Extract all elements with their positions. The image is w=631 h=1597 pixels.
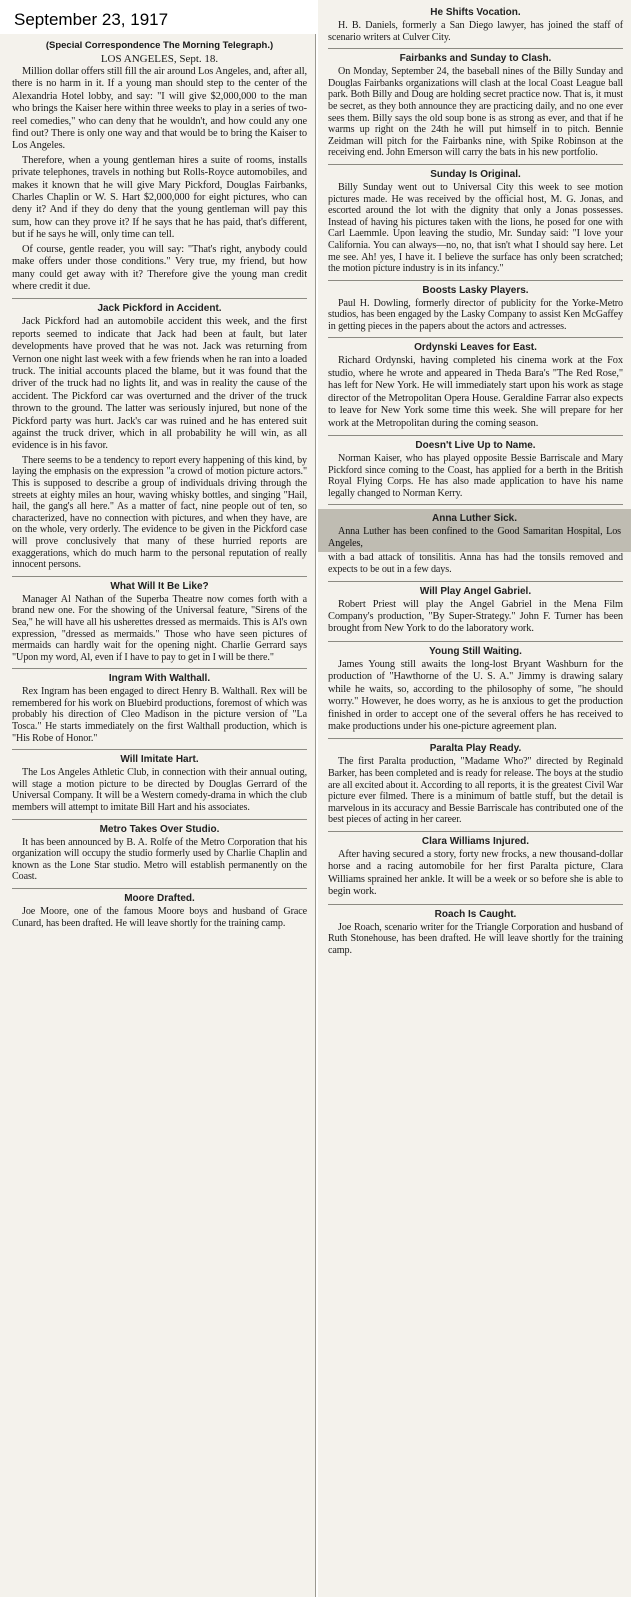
headline-clara-williams: Clara Williams Injured. xyxy=(421,835,530,847)
ordynski-paragraph: Richard Ordynski, having completed his cinema work at the Fox studio, where he wrote and appeared in Theda Bara's "The Red Rose," has left for New York. He will immediately start upon his work as stage director of the Metropolitan Opera House. Geraldine Farrar also expects to leave for New York some time this week. She will prepare for her work at the Metropolitan during the coming season. xyxy=(328,355,623,429)
roach-paragraph: Joe Roach, scenario writer for the Triangle Corporation and husband of Ruth Stonehouse, has been drafted. He will leave shortly for the training camp. xyxy=(328,921,623,956)
article-sunday-original xyxy=(328,169,623,281)
hart-paragraph: The Los Angeles Athletic Club, in connection with their annual outing, will stage a motion picture to be directed by Douglas Gerrard of the Universal Company. It will be a Western comedy-drama in which the club members will attempt to imitate Bill Hart and his associates. xyxy=(12,767,307,814)
article-ingram xyxy=(12,673,307,750)
article-what-will-it-be xyxy=(12,581,307,670)
article-kaiser xyxy=(328,440,623,505)
headline-sunday-original: Sunday Is Original. xyxy=(430,168,521,180)
headline-moore: Moore Drafted. xyxy=(124,893,195,904)
article-metro xyxy=(12,824,307,889)
headline-ingram: Ingram With Walthall. xyxy=(108,673,211,685)
moore-paragraph: Joe Moore, one of the famous Moore boys and husband of Grace Cunard, has been drafted. He will leave shortly for the training camp. xyxy=(12,906,307,929)
headline-metro: Metro Takes Over Studio. xyxy=(99,823,220,835)
metro-paragraph: It has been announced by B. A. Rolfe of the Metro Corporation that his organization will occupy the studio formerly used by Charlie Chaplin and known as the Lone Star studio. Metro will establish permanently on the Coast. xyxy=(12,836,307,883)
shifts-paragraph: H. B. Daniels, formerly a San Diego lawyer, has joined the staff of scenario writers at Culver City. xyxy=(328,20,623,43)
ingram-paragraph: Rex Ingram has been engaged to direct Henry B. Walthall. Rex will be remembered for his work on Bluebird productions, foremost of which was probably his direction of Cleo Madison in the picture version of "La Tosca." He starts immediately on the first Walthall production, which is "His Robe of Honor." xyxy=(12,686,307,744)
article-ordynski xyxy=(328,342,623,435)
right-column xyxy=(318,0,631,1597)
article-lasky xyxy=(328,285,623,339)
lead-paragraph-3: Of course, gentle reader, you will say: "That's right, anybody could make offers under those conditions." Very true, my friend, but how many could get away with it? Therefore give the young man credit where credit it due. xyxy=(12,243,307,292)
date-label: September 23, 1917 xyxy=(0,0,316,34)
what-paragraph: Manager Al Nathan of the Superba Theatre now comes forth with a brand new one. For the showing of the Universal feature, "Sirens of the Sea," he will have all his usherettes dressed as mermaids. This is Al's own expression, "dressed as mermaids." Those who have seen pictures of mermaids can hardly wait for the opening night. Charlie Gerrard says "Upon my word, Al, even if I have to pay to get in I will be there." xyxy=(12,593,307,663)
lead-paragraph-2: Therefore, when a young gentleman hires a suite of rooms, installs private telephones, travels in nothing but Rolls-Royce automobiles, and makes it known that he will give Mary Pickford, Douglas Fairbanks, Charles Chaplin or W. S. Hart $2,000,000 for eight pictures, who can deny it? And if they do deny that the young gentleman will pay this sum, how can they prove it? If he says that he has paid, that's different, but if he says he will, only time can tell. xyxy=(12,154,307,241)
headline-angel-gabriel: Will Play Angel Gabriel. xyxy=(419,585,532,597)
jack-paragraph-1: Jack Pickford had an automobile accident this week, and the first reports seemed to indicate that Jack had been at fault, but later developments have proved that he was not. Jack was returning from Vernon one night last week with a few friends when he ran into a loaded truck. The initial accounts placed the blame, but it was found that the driver of the truck had no lights lit, and was in reality the cause of the accident. The Pickford car was overturned and the driver of the truck thrown to the ground. The latter was seriously injured, but none of the Pickford party was hurt. Jack's car was ruined and he has entered suit against the truck driver, which in all probability he will win, as all evidence is in his favor. xyxy=(12,316,307,452)
dateline: LOS ANGELES, Sept. 18. xyxy=(100,53,219,65)
headline-anna-luther: Anna Luther Sick. xyxy=(431,513,517,525)
luther-paragraph-2: with a bad attack of tonsilitis. Anna has had the tonsils removed and expects to be out in a few days. xyxy=(328,552,623,576)
sunday-paragraph: Billy Sunday went out to Universal City this week to see motion pictures made. He was received by the official host, M. G. Jonas, and escorted around the lot with the dignity that only a Jonas possesses. Instead of having his pictures taken with the lions, he posed for one with Carl Laemmle. Upon leaving the studio, Mr. Sunday said: "I love your California. You can always—no, no, that isn't what I should say here. Let me see. Ah! yes, I have it. I believe the surface has only been scratched; the motion picture industry is in its infancy." xyxy=(328,181,623,275)
article-jack-pickford xyxy=(12,303,307,576)
gabriel-paragraph: Robert Priest will play the Angel Gabriel in the Mena Film Company's production, "By Super-Strategy." John F. Turner has been brought from New York to do the laboratory work. xyxy=(328,598,623,635)
headline-shifts-vocation: He Shifts Vocation. xyxy=(430,7,521,18)
article-moore xyxy=(12,893,307,934)
paralta-paragraph: The first Paralta production, "Madame Who?" directed by Reginald Barker, has been completed and is ready for release. The boys at the studio are all excited about it. According to all reports, it is the greatest Civil War picture ever filmed. There is a minimum of battle stuff, but the detail is marvelous in its accuracy and Bessie Barriscale has contributed one of the best pieces of acting in her career. xyxy=(328,756,623,826)
headline-ordynski: Ordynski Leaves for East. xyxy=(414,342,537,354)
article-paralta xyxy=(328,743,623,832)
article-imitate-hart xyxy=(12,754,307,819)
article-angel-gabriel xyxy=(328,586,623,642)
headline-imitate-hart: Will Imitate Hart. xyxy=(120,754,199,766)
fairbanks-paragraph: On Monday, September 24, the baseball nines of the Billy Sunday and Douglas Fairbanks organizations will clash at the local Coast League ball park. Both Billy and Doug are holding secret practice now. That is, it must be secret, as they both announce they are practicing daily, and no one ever sees them. Billy says the old soup bone is as strong as ever, and that if he warms up right on the 24th he will put himself in to pitch. Bennie Zeidman will pitch for the Fairbanks nine, with Spike Robinson at the receiving end. John Emerson will carry the bats in his new portfolio. xyxy=(328,66,623,159)
headline-lasky: Boosts Lasky Players. xyxy=(422,284,529,296)
jack-paragraph-2: There seems to be a tendency to report every happening of this kind, by laying the emphasis on the expression "a crowd of motion picture actors." This is supposed to describe a group of individuals driving through the streets at eighty miles an hour, waving whisky bottles, and singing "Hail, hail, the gang's all here." As a matter of fact, nine people out of ten, so characterized, have no connection with pictures, and when they have, are on the whole, very orderly. The evidence to be given in the Pickford case will prove conclusively that many of these hurried reports are exaggerations, which do much harm to the personal reputation of really innocent persons. xyxy=(12,454,307,571)
headline-paralta: Paralta Play Ready. xyxy=(429,743,522,755)
article-lead xyxy=(12,40,307,299)
headline-fairbanks-sunday: Fairbanks and Sunday to Clash. xyxy=(399,53,552,65)
headline-young-waiting: Young Still Waiting. xyxy=(429,645,522,657)
headline-kaiser: Doesn't Live Up to Name. xyxy=(415,439,536,451)
kaiser-paragraph: Norman Kaiser, who has played opposite Bessie Barriscale and Mary Pickford since coming to the Coast, has applied for a berth in the British Royal Flying Corps. He has also made application to have his name legally changed to Norman Kerry. xyxy=(328,452,623,499)
headline-roach: Roach Is Caught. xyxy=(434,908,517,920)
lasky-paragraph: Paul H. Dowling, formerly director of publicity for the Yorke-Metro studios, has been engaged by the Lasky Company to assist Ken McGaffey in getting pieces in the papers about the actors and actresses. xyxy=(328,297,623,332)
lead-paragraph-1: Million dollar offers still fill the air around Los Angeles, and, after all, there is no harm in it. If a young man should step to the center of the Alexandria Hotel lobby, and say: "I will give $2,000,000 to the man who brings the Kaiser here within three weeks to play in a series of two-reel comedies," who can deny that he wouldn't, and how could any one find out? There is only one way and that would be to bring the Kaiser to Los Angeles. xyxy=(12,66,307,152)
anna-luther-band xyxy=(318,509,631,552)
luther-paragraph-1: Anna Luther has been confined to the Good Samaritan Hospital, Los Angeles, xyxy=(328,526,621,549)
article-anna-luther xyxy=(328,509,623,581)
special-correspondence: (Special Correspondence The Morning Telegraph.) xyxy=(45,40,274,51)
article-fairbanks-sunday xyxy=(328,53,623,165)
headline-what-will-it-be: What Will It Be Like? xyxy=(110,580,209,592)
article-shifts-vocation xyxy=(328,7,623,49)
article-clara-williams xyxy=(328,836,623,905)
headline-jack-pickford: Jack Pickford in Accident. xyxy=(97,303,222,315)
young-paragraph: James Young still awaits the long-lost Bryant Washburn for the production of "Hawthorne of the U. S. A." Jimmy is drawing salary while he waits, so, according to the philosophy of some, "he should worry." However, he does worry, as he is anxious to get the production finished in order to accept one of the several offers he has received to make productions under his one-picture agreement plan. xyxy=(328,658,623,732)
article-young-waiting xyxy=(328,646,623,739)
article-roach xyxy=(328,909,623,962)
clara-paragraph: After having secured a story, forty new frocks, a new thousand-dollar horse and a racing automobile for her first Paralta picture, Clara Williams sprained her ankle. It will be a week or so before she is able to begin work. xyxy=(328,848,623,898)
